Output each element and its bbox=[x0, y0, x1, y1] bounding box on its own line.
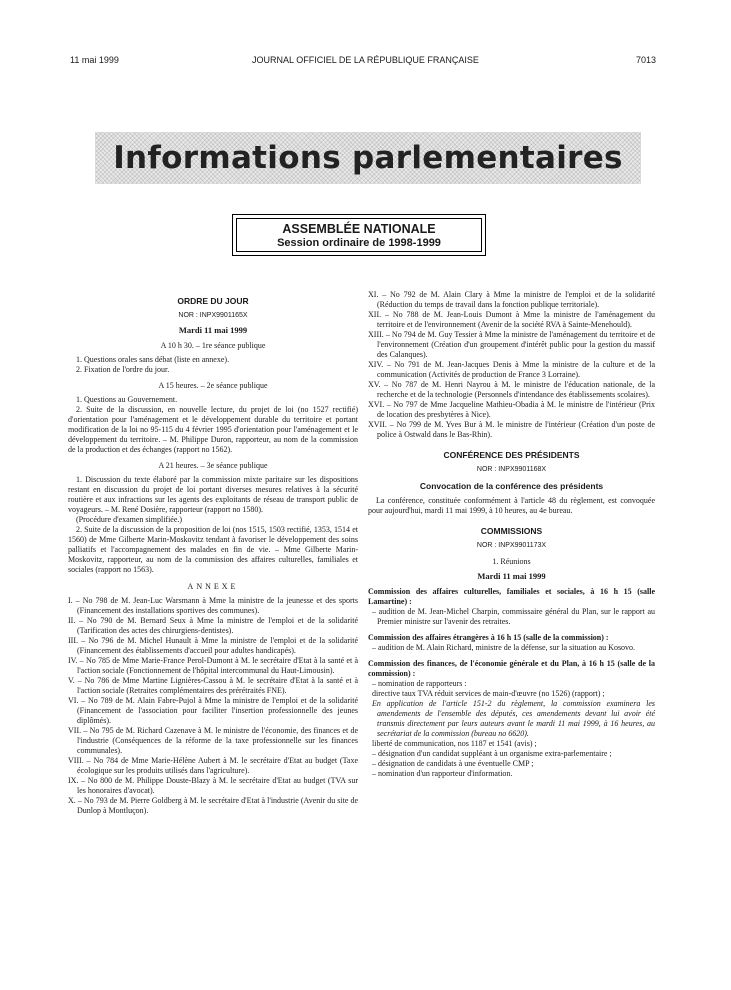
header-journal: JOURNAL OFFICIEL DE LA RÉPUBLIQUE FRANÇAISE bbox=[252, 55, 479, 65]
seance-1-item: 1. Questions orales sans débat (liste en annexe). bbox=[76, 355, 230, 364]
annexe-item: IV. – No 785 de Mme Marie-France Perol-Dumont à M. le secrétaire d'Etat à la santé et à l'action sociale (Fonctionnement de l'hôpital intercommunal du Haut-Limousin). bbox=[68, 656, 358, 675]
annexe-item: VIII. – No 784 de Mme Marie-Hélène Aubert à M. le secrétaire d'Etat au budget (Taxe écologique sur les produits utilisés dans l'agriculture). bbox=[68, 756, 358, 775]
annexe-item: IX. – No 800 de M. Philippe Douste-Blazy à M. le secrétaire d'Etat au budget (TVA sur les honoraires d'avocat). bbox=[68, 776, 358, 795]
assembly-box bbox=[232, 214, 486, 256]
commission-1-head: Commission des affaires culturelles, familiales et sociales, à 16 h 15 (salle Lamartine) : bbox=[368, 587, 655, 606]
annexe-item: V. – No 786 de Mme Martine Lignières-Cassou à M. le secrétaire d'Etat à la santé et à l'action sociale (Retraites complémentaires des prérétraités FNE). bbox=[68, 676, 358, 695]
commission-2-item: – audition de M. Alain Richard, ministre de la défense, sur la situation au Kosovo. bbox=[372, 643, 636, 652]
commission-3-head: Commission des finances, de l'économie générale et du Plan, à 16 h 15 (salle de la commission) : bbox=[368, 659, 655, 678]
commissions-title: COMMISSIONS bbox=[480, 526, 543, 536]
commissions-nor: NOR : INPX9901173X bbox=[476, 542, 547, 549]
annexe-item: XII. – No 788 de M. Jean-Louis Dumont à Mme la ministre de l'aménagement du territoire et de l'environnement (Avenir de la société RVA à Sainte-Menehould). bbox=[368, 310, 655, 329]
seance-2-item: 2. Suite de la discussion, en nouvelle lecture, du projet de loi (no 1527 rectifié) d'orientation pour l'aménagement et le développement durable du territoire et portant modification de la loi no 95-115 du 4 février 1995 d'orientation pour l'aménagement et le développement du territoire. – M. Philippe Duron, rapporteur, au nom de la commission de la production et des échanges (rapport no 1562). bbox=[68, 405, 358, 454]
annexe-item: VII. – No 795 de M. Richard Cazenave à M. le ministre de l'économie, des finances et de l'industrie (Conséquences de la réforme de la taxe professionnelle sur les finances communales). bbox=[68, 726, 358, 755]
annexe-item: X. – No 793 de M. Pierre Goldberg à M. le secrétaire d'Etat à l'industrie (Avenir du site de Dunlop à Montluçon). bbox=[68, 796, 358, 815]
annexe-title: ANNEXE bbox=[187, 582, 239, 591]
banner-title: Informations parlementaires bbox=[113, 140, 623, 176]
conference-text: La conférence, constituée conformément à l'article 48 du règlement, est convoquée pour aujourd'hui, mardi 11 mai 1999, à 10 heures, au 4e bureau. bbox=[368, 496, 655, 515]
annexe-item: XVI. – No 797 de Mme Jacqueline Mathieu-Obadia à M. le ministre de l'intérieur (Prix de location des presbytères à Nice). bbox=[368, 400, 655, 419]
seance-2-head: A 15 heures. – 2e séance publique bbox=[158, 381, 268, 390]
banner bbox=[95, 132, 641, 184]
seance-1-head: A 10 h 30. – 1re séance publique bbox=[160, 341, 266, 350]
annexe-item: III. – No 796 de M. Michel Hunault à Mme la ministre de l'emploi et de la solidarité (Financement des établissements d'accueil pour adultes handicapés). bbox=[68, 636, 358, 655]
commission-1-item: – audition de M. Jean-Michel Charpin, commissaire général du Plan, sur le rapport au Premier ministre sur l'avenir des retraites. bbox=[372, 607, 655, 626]
session-title: Session ordinaire de 1998-1999 bbox=[277, 237, 441, 249]
conference-subtitle: Convocation de la conférence des présidents bbox=[419, 481, 604, 491]
annexe-item: XIII. – No 794 de M. Guy Tessier à Mme la ministre de l'aménagement du territoire et de l'environnement (Création d'un groupement d'intérêt public pour la gestion du massif des Calanques). bbox=[368, 330, 655, 359]
left-column bbox=[68, 290, 358, 816]
commission-3-item: – nomination de rapporteurs : bbox=[372, 679, 467, 688]
annexe-item: XI. – No 792 de M. Alain Clary à Mme la ministre de l'emploi et de la solidarité (Réduction du temps de travail dans la fonction publique territoriale). bbox=[368, 290, 655, 309]
header-page-number: 7013 bbox=[635, 55, 656, 65]
assembly-title: ASSEMBLÉE NATIONALE bbox=[282, 222, 436, 236]
header-date: 11 mai 1999 bbox=[70, 55, 119, 65]
annexe-item: VI. – No 789 de M. Alain Fabre-Pujol à Mme la ministre de l'emploi et de la solidarité (Financement de l'association pour faciliter l'insertion professionnelle des jeunes diplômés). bbox=[68, 696, 358, 725]
ordre-date: Mardi 11 mai 1999 bbox=[178, 325, 248, 335]
seance-2-item: 1. Questions au Gouvernement. bbox=[76, 395, 178, 404]
commissions-date: Mardi 11 mai 1999 bbox=[477, 571, 546, 581]
seance-3-item: 2. Suite de la discussion de la proposition de loi (nos 1515, 1503 rectifié, 1353, 1514 et 1560) de Mme Gilberte Marin-Moskovitz tendant à favoriser le développement des soins palliatifs et l'accompagnement des malades en fin de vie. – Mme Gilberte Marin-Moskovitz, rapporteur, au nom de la commission des affaires culturelles, familiales et sociales (rapport no 1563). bbox=[68, 525, 358, 574]
commission-3-item: – désignation d'un candidat suppléant à un organisme extra-parlementaire ; bbox=[372, 749, 612, 758]
commission-2-head: Commission des affaires étrangères à 16 h 15 (salle de la commission) : bbox=[368, 633, 609, 642]
right-column bbox=[368, 290, 655, 779]
annexe-item: XV. – No 787 de M. Henri Nayrou à M. le ministre de l'éducation nationale, de la recherche et de la technologie (Personnels d'intendance des établissements scolaires). bbox=[368, 380, 655, 399]
seance-1-item: 2. Fixation de l'ordre du jour. bbox=[76, 365, 170, 374]
commission-3-item: liberté de communication, nos 1187 et 1541 (avis) ; bbox=[372, 739, 537, 748]
commission-3-item: – nomination d'un rapporteur d'information. bbox=[372, 769, 513, 778]
assembly-box-inner bbox=[236, 218, 482, 252]
annexe-item: XVII. – No 799 de M. Yves Bur à M. le ministre de l'intérieur (Création d'un poste de police à Ostwald dans le Bas-Rhin). bbox=[368, 420, 655, 439]
conference-nor: NOR : INPX9901168X bbox=[476, 466, 547, 473]
seance-3-head: A 21 heures. – 3e séance publique bbox=[158, 461, 268, 470]
ordre-nor: NOR : INPX9901165X bbox=[178, 312, 248, 319]
seance-3-item: (Procédure d'examen simplifiée.) bbox=[76, 515, 183, 524]
commissions-subtitle: 1. Réunions bbox=[492, 557, 531, 566]
commission-3-item: – désignation de candidats à une éventuelle CMP ; bbox=[372, 759, 534, 768]
annexe-item: XIV. – No 791 de M. Jean-Jacques Denis à Mme la ministre de la culture et de la communication (Activités de production de France 3 Lorraine). bbox=[368, 360, 655, 379]
annexe-item: II. – No 790 de M. Bernard Seux à Mme la ministre de l'emploi et de la solidarité (Tarification des actes des chirurgiens-dentistes). bbox=[68, 616, 358, 635]
annexe-item: I. – No 798 de M. Jean-Luc Warsmann à Mme la ministre de la jeunesse et des sports (Financement des installations sportives des communes). bbox=[68, 596, 358, 615]
commission-3-item: directive taux TVA réduit services de main-d'œuvre (no 1526) (rapport) ; bbox=[372, 689, 605, 698]
seance-3-item: 1. Discussion du texte élaboré par la commission mixte paritaire sur les dispositions restant en discussion du projet de loi portant diverses mesures relatives à la sécurité routière et aux infractions sur les agents des exploitants de réseau de transport public de voyageurs. – M. René Dosière, rapporteur (rapport no 1580). bbox=[68, 475, 358, 514]
ordre-title: ORDRE DU JOUR bbox=[177, 296, 249, 306]
commission-3-item: En application de l'article 151-2 du règlement, la commission examinera les amendements de l'ensemble des députés, ces amendements devant lui avoir été transmis directement par leurs auteurs avant le mardi 11 mai 1999, à 16 heures, au secrétariat de la commission (bureau no 6620). bbox=[372, 699, 655, 738]
conference-title: CONFÉRENCE DES PRÉSIDENTS bbox=[443, 450, 580, 460]
